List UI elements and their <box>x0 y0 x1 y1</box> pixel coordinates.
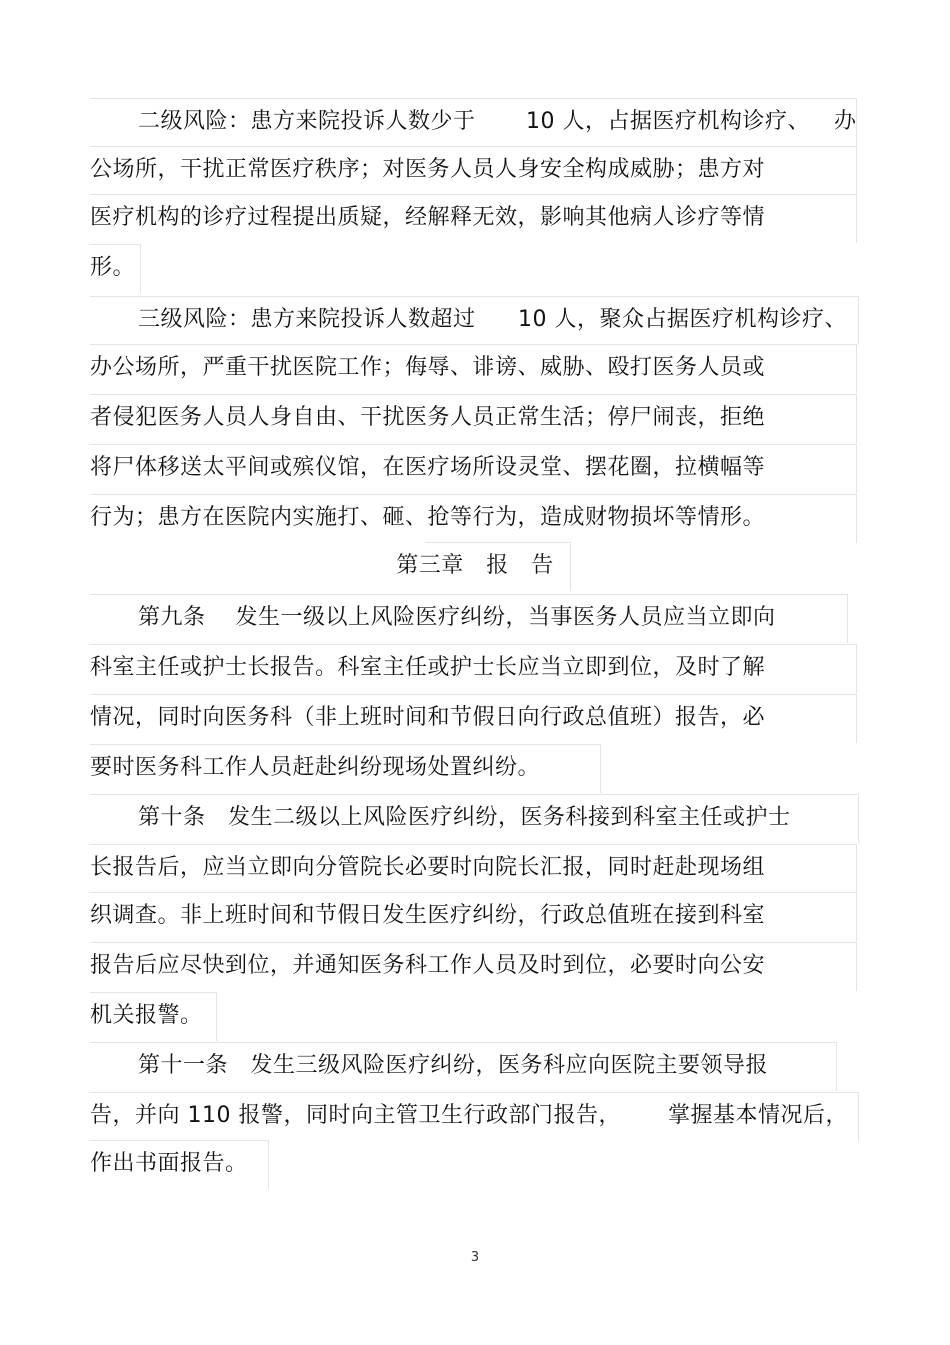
article-9-line-3: 情况，同时向医务科（非上班时间和节假日向行政总值班）报告，必 <box>90 705 766 730</box>
page-number: 3 <box>470 1250 480 1265</box>
level3-line-5: 行为；患方在医院内实施打、砸、抢等行为，造成财物损坏等情形。 <box>90 505 766 530</box>
chapter-title: 第三章 报 告 <box>396 553 554 578</box>
level3-line-4: 将尸体移送太平间或殡仪馆，在医疗场所设灵堂、摆花圈，拉横幅等 <box>90 455 766 480</box>
level2-line-3: 医疗机构的诊疗过程提出质疑，经解释无效，影响其他病人诊疗等情 <box>90 205 766 230</box>
level2-line-4: 形。 <box>90 255 136 280</box>
level2-line-2: 公场所，干扰正常医疗秩序；对医务人员人身安全构成威胁；患方对 <box>90 157 766 182</box>
level3-line-1 <box>138 296 878 344</box>
article-11-line-3: 作出书面报告。 <box>90 1151 248 1176</box>
article-10-line-5: 机关报警。 <box>90 1003 203 1028</box>
article-10-line-2: 长报告后，应当立即向分管院长必要时向院长汇报，同时赶赴现场组 <box>90 855 766 880</box>
article-11-line-1: 第十一条 发生三级风险医疗纠纷，医务科应向医院主要领导报 <box>138 1053 769 1078</box>
level3-line-1-part-a: 三级风险：患方来院投诉人数超过 <box>138 307 476 332</box>
level2-line-1-part-b: 10 人，占据医疗机构诊疗、 <box>526 109 810 134</box>
level2-line-1 <box>138 98 878 146</box>
article-11-line-2-part-a: 告，并向 110 报警，同时向主管卫生行政部门报告， <box>90 1103 621 1128</box>
article-10-line-1: 第十条 发生二级以上风险医疗纠纷，医务科接到科室主任或护士 <box>138 805 791 830</box>
article-9-line-1: 第九条 发生一级以上风险医疗纠纷，当事医务人员应当立即向 <box>138 605 776 630</box>
article-10-line-3: 织调查。非上班时间和节假日发生医疗纠纷，行政总值班在接到科室 <box>90 903 766 928</box>
level3-line-3: 者侵犯医务人员人身自由、干扰医务人员正常生活；停尸闹丧，拒绝 <box>90 405 766 430</box>
article-9-line-2: 科室主任或护士长报告。科室主任或护士长应当立即到位，及时了解 <box>90 655 766 680</box>
article-11-line-2 <box>90 1092 860 1140</box>
article-10-line-4: 报告后应尽快到位，并通知医务科工作人员及时到位，必要时向公安 <box>90 953 766 978</box>
article-9-line-4: 要时医务科工作人员赶赴纠纷现场处置纠纷。 <box>90 755 541 780</box>
level3-line-2: 办公场所，严重干扰医院工作；侮辱、诽谤、威胁、殴打医务人员或 <box>90 355 766 380</box>
level2-line-1-part-a: 二级风险：患方来院投诉人数少于 <box>138 109 476 134</box>
level2-line-1-part-c: 办 <box>834 109 857 134</box>
level3-line-1-part-b: 10 人，聚众占据医疗机构诊疗、 <box>518 307 847 332</box>
article-11-line-2-part-b: 掌握基本情况后， <box>668 1103 849 1128</box>
